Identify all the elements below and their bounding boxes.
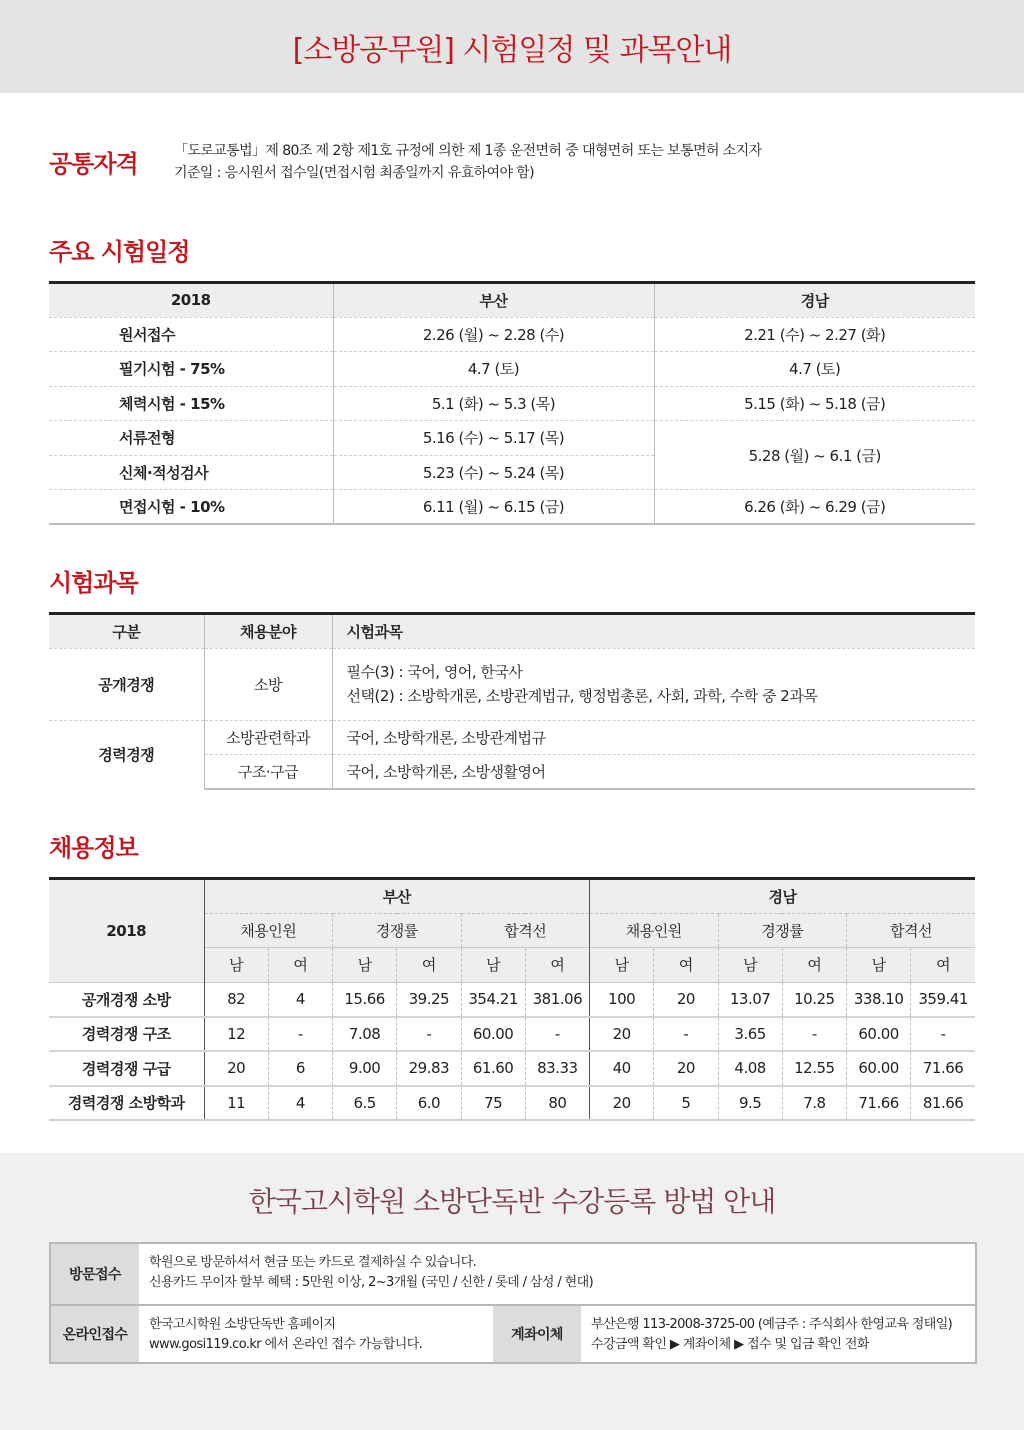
transfer-label: 계좌이체 xyxy=(493,1306,581,1362)
table-row: 공개경쟁 소방 82 4 15.66 39.25 354.21 381.06 100 20 13.07 10.25 338.10 359.41 xyxy=(49,982,975,1017)
page-title: [소방공무원] 시험일정 및 과목안내 xyxy=(292,32,732,68)
schedule-table xyxy=(49,281,975,525)
visit-label: 방문접수 xyxy=(51,1244,139,1304)
table-row: 서류전형 5.16 (수) ~ 5.17 (목) 5.28 (월) ~ 6.1 (금) xyxy=(49,421,975,456)
table-row: 경력경쟁 소방학과 11 4 6.5 6.0 75 80 20 5 9.5 7.8 71.66 81.66 xyxy=(49,1086,975,1121)
online-label: 온라인접수 xyxy=(51,1306,139,1362)
recruit-table: 2018 부산 경남 채용인원 경쟁률 합격선 채용인원 경쟁률 합격선 남 여 남 여 남 여 남 여 남 여 남 여 공개경쟁 소방 82 4 15.66 39.25 354.21 381.06 100 20 13.07 10.25 338.10 359.41 경력경쟁 구조 12 - 7.08 - 60.00 - 20 - 3.65 - 60.00 - 경력경쟁 구급 20 6 9.00 29.83 61.60 83.33 40 20 4.08 12.55 60.00 71.66 경력경쟁 소방학과 11 4 6.5 6.0 75 80 20 5 9.5 7.8 71.66 81.66 xyxy=(49,877,975,1121)
homepage-link[interactable]: www.gosi119.co.kr 에서 온라인 접수 가능합니다. xyxy=(149,1337,423,1352)
registration-title: 한국고시학원 소방단독반 수강등록 방법 안내 xyxy=(248,1185,776,1218)
table-row: 구조·구급 국어, 소방학개론, 소방생활영어 xyxy=(49,755,975,790)
table-row: 경력경쟁 구급 20 6 9.00 29.83 61.60 83.33 40 20 4.08 12.55 60.00 71.66 xyxy=(49,1051,975,1086)
common-qualification-line: 「도로교통법」제 80조 제 2항 제1호 규정에 의한 제 1종 운전면허 중 대형면허 또는 보통면허 소지자 xyxy=(174,143,762,159)
table-row: 면접시험 - 10% 6.11 (월) ~ 6.15 (금) 6.26 (화) ~ 6.29 (금) xyxy=(49,490,975,525)
schedule-header: 경남 xyxy=(654,283,975,318)
registration-table: 방문접수 학원으로 방문하셔서 현금 또는 카드로 결제하실 수 있습니다. 신용카드 무이자 할부 혜택 : 5만원 이상, 2~3개월 (국민 / 신한 / 롯데 / 삼성 / 현대) 온라인접수 한국고시학원 소방단독반 홈페이지 www.gosi119.co.kr 에서 온라인 접수 가능합니다. 계좌이체 부산은행 113-2008-3725-00 (예금주 : 주식회사 한영교육 정태일) 수강금액 확인 ▶ 계좌이체 ▶ 접수 및 입금 확인 전화 xyxy=(49,1242,977,1364)
table-row: 원서접수 2.26 (월) ~ 2.28 (수) 2.21 (수) ~ 2.27 (화) xyxy=(49,317,975,352)
subjects-title: 시험과목 xyxy=(49,569,138,597)
common-qualification-line: 기준일 : 응시원서 접수일(면접시험 최종일까지 유효하여야 함) xyxy=(174,165,535,181)
table-row: 공개경쟁 소방 필수(3) : 국어, 영어, 한국사 선택(2) : 소방학개론, 소방관계법규, 행정법총론, 사회, 과학, 수학 중 2과목 xyxy=(49,648,975,720)
common-qualification xyxy=(49,140,975,184)
common-qualification-label: 공통자격 xyxy=(49,150,138,178)
top-banner xyxy=(0,0,1024,93)
table-row: 체력시험 - 15% 5.1 (화) ~ 5.3 (목) 5.15 (화) ~ 5.18 (금) xyxy=(49,386,975,421)
table-row: 경력경쟁 구조 12 - 7.08 - 60.00 - 20 - 3.65 - 60.00 - xyxy=(49,1017,975,1052)
subjects-table: 구분 채용분야 시험과목 공개경쟁 소방 필수(3) : 국어, 영어, 한국사 선택(2) : 소방학개론, 소방관계법규, 행정법총론, 사회, 과학, 수학 중 2과목 경력경쟁 소방관련학과 국어, 소방학개론, 소방관계법규 구조·구급 국어, 소방학개론, 소방생활영어 xyxy=(49,612,975,790)
schedule-header: 2018 xyxy=(49,283,333,318)
table-row: 필기시험 - 75% 4.7 (토) 4.7 (토) xyxy=(49,352,975,387)
schedule-header: 부산 xyxy=(333,283,654,318)
registration-section xyxy=(0,1153,1024,1430)
table-row: 신체·적성검사 5.23 (수) ~ 5.24 (목) xyxy=(49,455,975,490)
table-row: 경력경쟁 소방관련학과 국어, 소방학개론, 소방관계법규 xyxy=(49,720,975,755)
recruit-title: 채용정보 xyxy=(49,834,138,862)
schedule-title: 주요 시험일정 xyxy=(49,238,190,266)
